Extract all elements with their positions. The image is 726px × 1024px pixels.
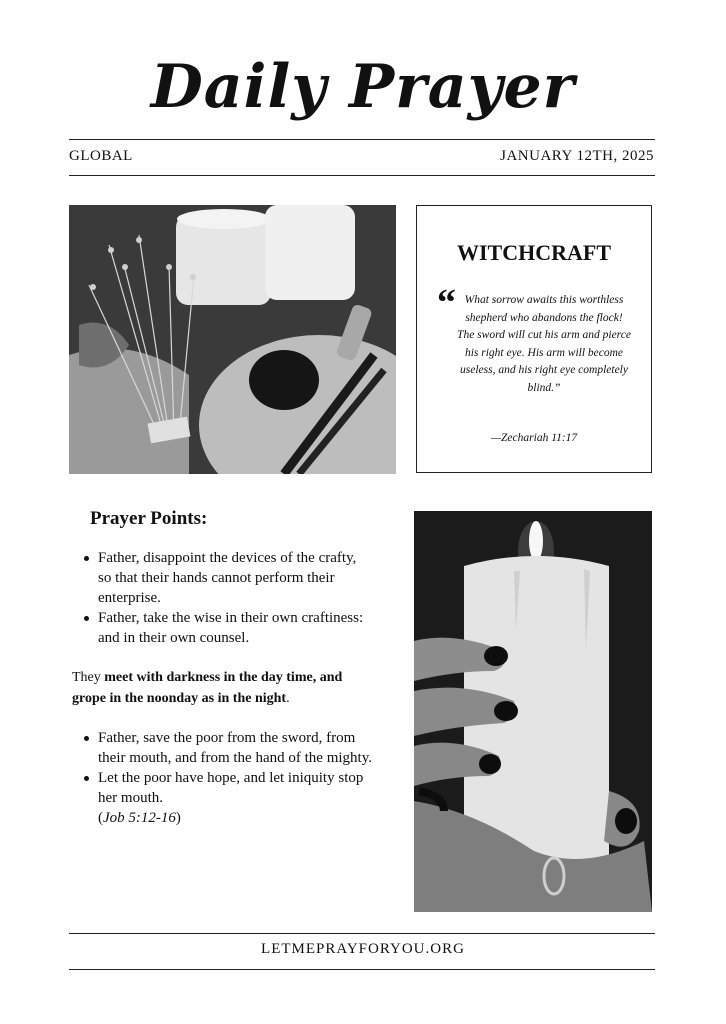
witchcraft-quote-box (416, 205, 652, 473)
candle-hands-photo (414, 511, 652, 912)
list-item: Father, take the wise in their own craftiness: and in their own counsel. (72, 608, 372, 648)
list-item: Father, disappoint the devices of the crafty, so that their hands cannot perform their enterprise. (72, 548, 372, 608)
footer-bottom-rule (69, 969, 655, 970)
verse-end: . (286, 691, 290, 706)
region-label: GLOBAL (69, 148, 133, 164)
verse-text (72, 667, 372, 709)
prayer-points-list-a (72, 548, 372, 648)
footer-top-rule (69, 933, 655, 934)
footer-site: LETMEPRAYFORYOU.ORG (261, 941, 465, 957)
citation-open: ( (98, 810, 103, 826)
verse-bold: meet with darkness in the day time, and grope in the noonday as in the night (72, 670, 343, 706)
prayer-points-list-b (72, 728, 372, 828)
quote-mark-icon: “ (437, 282, 456, 324)
citation: Job 5:12-16 (103, 810, 176, 826)
scripture-reference: —Zechariah 11:17 (490, 432, 578, 444)
header-bottom-rule (69, 175, 655, 176)
masthead-title: Daily Prayer (150, 52, 576, 122)
prayer-points-title: Prayer Points: (90, 508, 208, 529)
issue-date: JANUARY 12TH, 2025 (500, 148, 654, 164)
list-item (72, 768, 372, 828)
citation-close: ) (175, 810, 181, 826)
header-top-rule (69, 139, 655, 140)
witchcraft-title: WITCHCRAFT (456, 240, 611, 265)
verse-lead: They (72, 670, 105, 685)
scripture-quote: What sorrow awaits this worthless shepherd who abandons the flock! The sword will cut his arm and pierce his right eye. His arm will become useless, and his right eye completely blind.” (457, 294, 631, 394)
list-item: Father, save the poor from the sword, from their mouth, and from the hand of the mighty. (72, 728, 372, 768)
list-item-text: Let the poor have hope, and let iniquity stop her mouth. (98, 770, 364, 806)
herbs-candles-photo (69, 205, 396, 474)
